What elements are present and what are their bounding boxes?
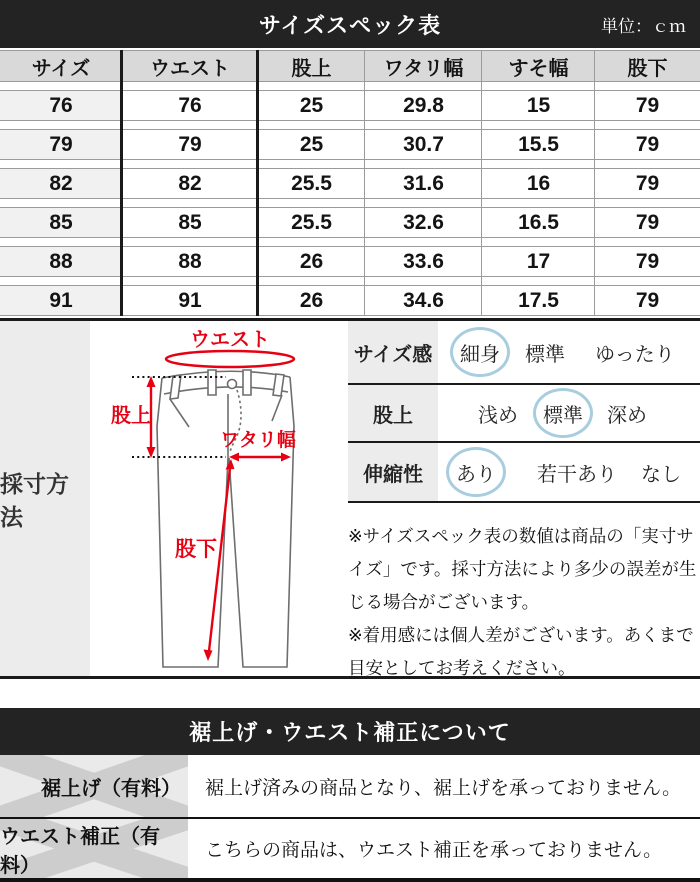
thigh-width-label: ワタリ幅 [220, 430, 296, 451]
option: 若干あり [537, 463, 617, 486]
alteration-row-label: 裾上げ（有料） [41, 777, 181, 800]
option: なし [641, 463, 681, 486]
table-cell: 91 [122, 285, 258, 316]
pants-diagram-svg [90, 321, 350, 676]
table-cell: 26 [258, 285, 365, 316]
table-divider [594, 50, 595, 316]
table-cell: 32.6 [365, 207, 482, 238]
table-cell: 79 [595, 246, 700, 277]
alteration-section [0, 708, 700, 882]
table-cell: 88 [122, 246, 258, 277]
table-row [0, 246, 700, 277]
option: 浅め [478, 404, 518, 427]
alteration-section-title: 裾上げ・ウエスト補正について [0, 708, 700, 755]
table-cell: 79 [122, 129, 258, 160]
column-header: ワタリ幅 [365, 50, 482, 82]
attribute-options [438, 457, 700, 487]
alteration-row-label-cell [0, 819, 188, 878]
attribute-row [348, 443, 700, 503]
selected-option-circle [533, 388, 593, 438]
table-cell: 25 [258, 90, 365, 121]
alteration-row [0, 755, 700, 817]
selected-option-circle [450, 327, 510, 377]
alteration-row-text: こちらの商品は、ウエスト補正を承っておりません。 [205, 840, 663, 861]
table-cell: 79 [595, 90, 700, 121]
table-cell: 33.6 [365, 246, 482, 277]
table-cell: 25 [258, 129, 365, 160]
column-header: 股上 [258, 50, 365, 82]
option: 細身 [460, 343, 500, 366]
column-header: サイズ [0, 50, 122, 82]
alteration-row-text: 裾上げ済みの商品となり、裾上げを承っておりません。 [205, 777, 682, 799]
table-cell: 29.8 [365, 90, 482, 121]
option: 標準 [525, 343, 565, 366]
size-spec-table [0, 50, 700, 316]
option: あり [456, 463, 496, 486]
table-cell: 85 [0, 207, 122, 238]
table-cell: 34.6 [365, 285, 482, 316]
inseam-label: 股下 [175, 538, 217, 561]
option: 深め [607, 404, 647, 427]
rise-label: 股上 [111, 405, 151, 427]
table-cell: 79 [0, 129, 122, 160]
table-cell: 82 [0, 168, 122, 199]
table-header-row [0, 50, 700, 82]
attribute-label: 股上 [348, 385, 438, 441]
measurement-notes [348, 520, 700, 685]
table-divider [364, 50, 365, 316]
table-row [0, 207, 700, 238]
table-cell: 79 [595, 168, 700, 199]
table-cell: 88 [0, 246, 122, 277]
attribute-label: 伸縮性 [348, 443, 438, 501]
table-row [0, 129, 700, 160]
button-icon [228, 380, 237, 389]
table-cell: 17.5 [482, 285, 595, 316]
alteration-row-label: ウエスト補正（有料） [0, 825, 160, 877]
table-cell: 79 [595, 129, 700, 160]
table-cell: 26 [258, 246, 365, 277]
page-title: サイズスペック表 [258, 12, 442, 38]
table-cell: 15 [482, 90, 595, 121]
pants-outline [157, 370, 294, 667]
table-cell: 25.5 [258, 207, 365, 238]
title-bar [0, 0, 700, 48]
column-header: ウエスト [122, 50, 258, 82]
table-row [0, 285, 700, 316]
table-cell: 15.5 [482, 129, 595, 160]
attribute-options [438, 337, 700, 367]
waist-ellipse [166, 351, 294, 367]
divider [0, 878, 700, 882]
table-cell: 31.6 [365, 168, 482, 199]
table-cell: 16 [482, 168, 595, 199]
unit-label: 単位：ｃｍ [601, 16, 686, 36]
note-text: ※着用感には個人差がございます。あくまで目安としてお考えください。 [348, 625, 694, 678]
measurement-section [0, 318, 700, 679]
attribute-row [348, 321, 700, 385]
option: 標準 [543, 404, 583, 427]
table-cell: 76 [122, 90, 258, 121]
table-cell: 16.5 [482, 207, 595, 238]
attribute-label: サイズ感 [348, 321, 438, 383]
table-cell: 82 [122, 168, 258, 199]
table-cell: 30.7 [365, 129, 482, 160]
measure-arrows [151, 385, 282, 651]
alteration-row-label-cell [0, 755, 188, 817]
table-cell: 17 [482, 246, 595, 277]
table-cell: 79 [595, 285, 700, 316]
attribute-options [438, 398, 700, 428]
measurement-section-label: 採寸方法 [0, 321, 90, 676]
table-divider [256, 50, 259, 316]
table-cell: 91 [0, 285, 122, 316]
arrow-heads [147, 376, 292, 661]
table-row [0, 90, 700, 121]
pants-measurement-diagram [90, 321, 350, 676]
table-cell: 79 [595, 207, 700, 238]
table-divider [481, 50, 482, 316]
table-cell: 25.5 [258, 168, 365, 199]
column-header: すそ幅 [482, 50, 595, 82]
fit-attributes-panel [348, 321, 700, 503]
option: ゆったり [595, 343, 675, 366]
column-header: 股下 [595, 50, 700, 82]
selected-option-circle [446, 447, 506, 497]
table-cell: 76 [0, 90, 122, 121]
table-cell: 85 [122, 207, 258, 238]
waist-label: ウエスト [190, 329, 270, 351]
table-row [0, 168, 700, 199]
alteration-row [0, 819, 700, 878]
note-text: ※サイズスペック表の数値は商品の「実寸サイズ」です。採寸方法により多少の誤差が生じる場合がございます。 [348, 526, 697, 612]
table-divider [120, 50, 123, 316]
attribute-row [348, 385, 700, 443]
